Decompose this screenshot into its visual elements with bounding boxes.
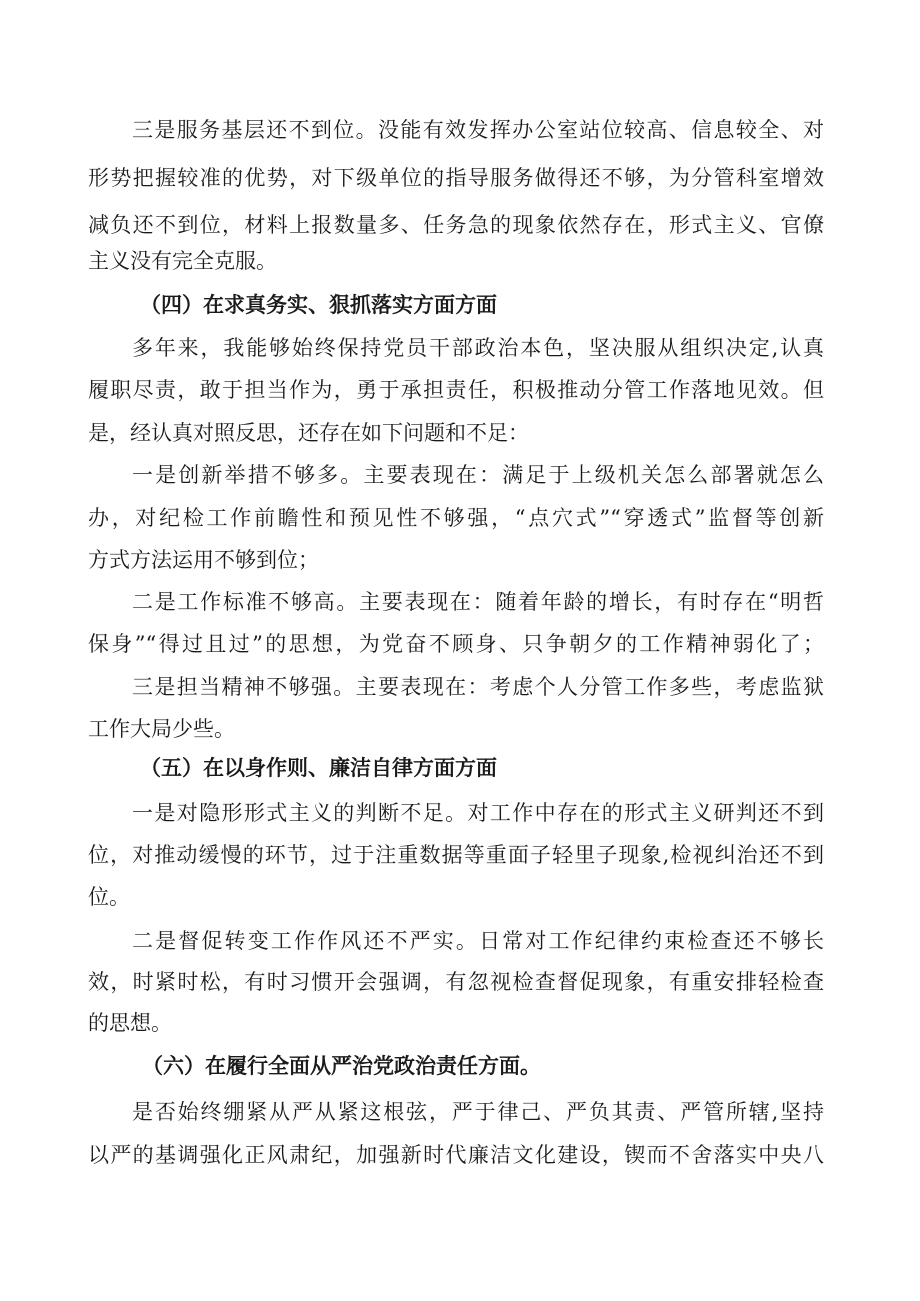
paragraph-line: 位，对推动缓慢的环节，过于注重数据等重面子轻里子现象,检视纠治还不到 bbox=[88, 843, 824, 867]
paragraph-line: 三是担当精神不够强。主要表现在：考虑个人分管工作多些，考虑监狱 bbox=[132, 675, 824, 699]
paragraph-line: 一是对隐形形式主义的判断不足。对工作中存在的形式主义研判还不到 bbox=[132, 801, 824, 825]
paragraph-line: 形势把握较准的优势，对下级单位的指导服务做得还不够，为分管科室增效 bbox=[88, 166, 824, 190]
paragraph-line: 多年来，我能够始终保持党员干部政治本色，坚决服从组织决定,认真 bbox=[132, 336, 824, 360]
paragraph-line: 办，对纪检工作前瞻性和预见性不够强，“点穴式”“穿透式”监督等创新 bbox=[88, 506, 824, 530]
paragraph-line: 以严的基调强化正风肃纪，加强新时代廉洁文化建设，锲而不舍落实中央八 bbox=[88, 1143, 824, 1167]
paragraph-line: 减负还不到位，材料上报数量多、任务急的现象依然存在，形式主义、官僚 bbox=[88, 213, 824, 237]
paragraph-line: 的思想。 bbox=[88, 1011, 172, 1035]
paragraph-line: 履职尽责，敢于担当作为，勇于承担责任，积极推动分管工作落地见效。但 bbox=[88, 378, 824, 402]
paragraph-line: 二是工作标准不够高。主要表现在：随着年龄的增长，有时存在“明哲 bbox=[132, 590, 824, 614]
section-heading-5: （五）在以身作则、廉洁自律方面方面 bbox=[140, 756, 497, 780]
paragraph-line: 工作大局少些。 bbox=[88, 717, 235, 741]
section-heading-6: （六）在履行全面从严治党政治责任方面。 bbox=[142, 1054, 541, 1078]
paragraph-line: 一是创新举措不够多。主要表现在：满足于上级机关怎么部署就怎么 bbox=[132, 463, 824, 487]
paragraph-line: 是，经认真对照反思，还存在如下问题和不足： bbox=[88, 421, 529, 445]
section-heading-4: （四）在求真务实、狠抓落实方面方面 bbox=[140, 293, 497, 317]
paragraph-line: 保身”“得过且过”的思想，为党奋不顾身、只争朝夕的工作精神弱化了； bbox=[88, 632, 824, 656]
paragraph-line: 主义没有完全克服。 bbox=[88, 249, 277, 273]
paragraph-line: 位。 bbox=[88, 885, 130, 909]
paragraph-line: 方式方法运用不够到位； bbox=[88, 548, 319, 572]
paragraph-line: 效，时紧时松，有时习惯开会强调，有忽视检查督促现象，有重安排轻检查 bbox=[88, 970, 824, 994]
paragraph-line: 是否始终绷紧从严从紧这根弦，严于律己、严负其责、严管所辖,坚持 bbox=[132, 1100, 824, 1124]
paragraph-line: 二是督促转变工作作风还不严实。日常对工作纪律约束检查还不够长 bbox=[132, 929, 824, 953]
paragraph-line: 三是服务基层还不到位。没能有效发挥办公室站位较高、信息较全、对 bbox=[132, 118, 824, 142]
